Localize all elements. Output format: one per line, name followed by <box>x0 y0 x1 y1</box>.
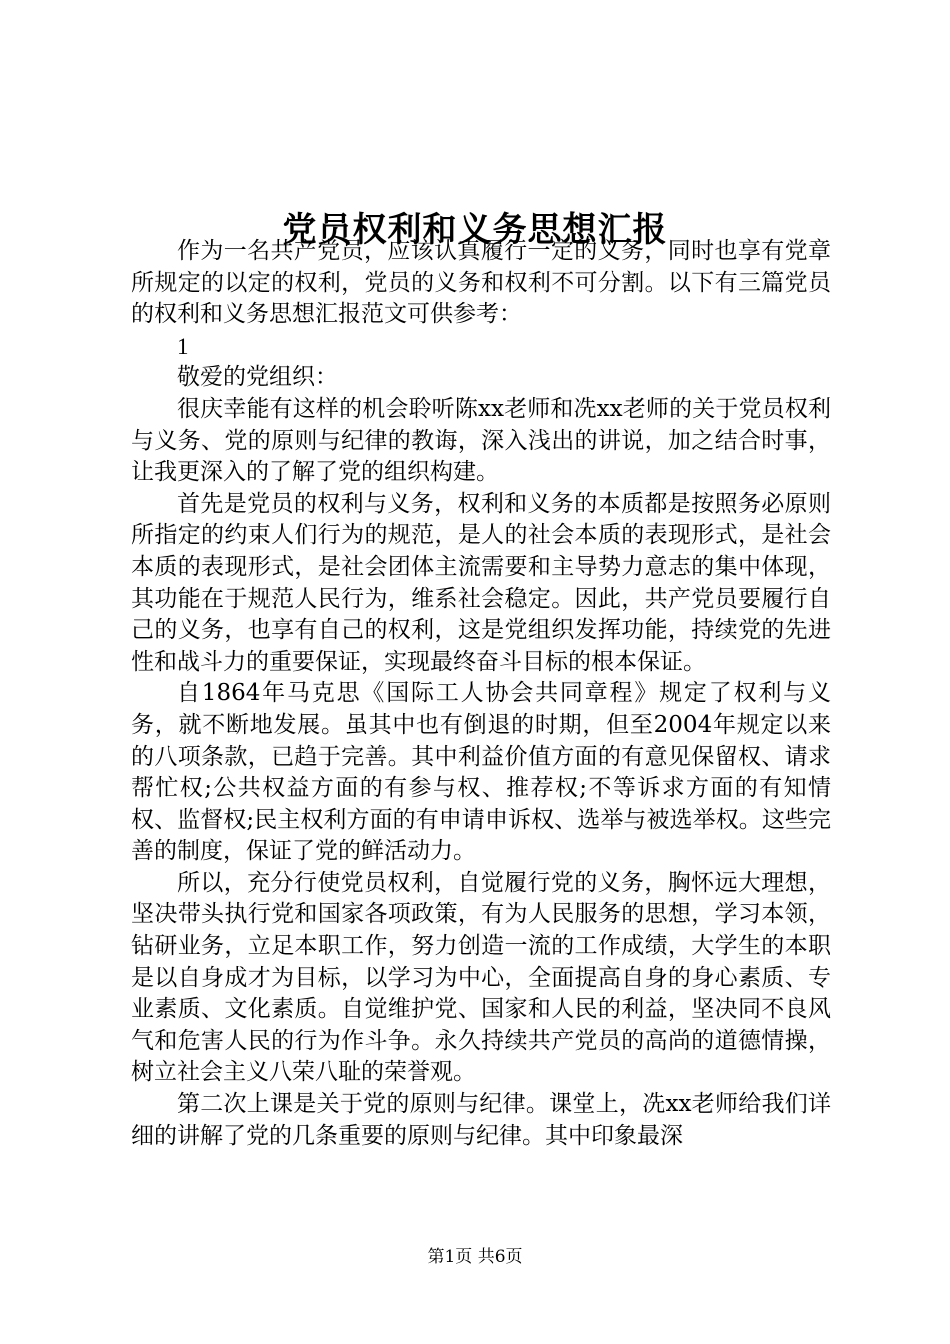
paragraph-intro: 作为一名共产党员，应该认真履行一定的义务，同时也享有党章所规定的以定的权利，党员的义务和权利不可分割。以下有三篇党员的权利和义务思想汇报范文可供参考： <box>131 238 831 328</box>
section-number: 1 <box>177 333 189 359</box>
paragraph: 首先是党员的权利与义务，权利和义务的本质都是按照务必原则所指定的约束人们行为的规范，是人的社会本质的表现形式，是社会本质的表现形式，是社会团体主流需要和主导势力意志的集中体现，其功能在于规范人民行为，维系社会稳定。因此，共产党员要履行自己的义务，也享有自己的权利，这是党组织发挥功能，持续党的先进性和战斗力的重要保证，实现最终奋斗目标的根本保证。 <box>131 490 831 675</box>
paragraph: 很庆幸能有这样的机会聆听陈xx老师和冼xx老师的关于党员权利与义务、党的原则与纪律的教诲，深入浅出的讲说，加之结合时事，让我更深入的了解了党的组织构建。 <box>131 395 831 486</box>
paragraph: 所以，充分行使党员权利，自觉履行党的义务，胸怀远大理想，坚决带头执行党和国家各项政策，有为人民服务的思想，学习本领，钻研业务，立足本职工作，努力创造一流的工作成绩，大学生的本职是以自身成才为目标，以学习为中心，全面提高自身的身心素质、专业素质、文化素质。自觉维护党、国家和人民的利益，坚决同不良风气和危害人民的行为作斗争。永久持续共产党员的高尚的道德情操，树立社会主义八荣八耻的荣誉观。 <box>131 869 831 1086</box>
document-body <box>131 236 831 1152</box>
paragraph: 自1864年马克思《国际工人协会共同章程》规定了权利与义务，就不断地发展。虽其中也有倒退的时期，但至2004年规定以来的八项条款，已趋于完善。其中利益价值方面的有意见保留权、请求帮忙权;公共权益方面的有参与权、推荐权;不等诉求方面的有知情权、监督权;民主权利方面的有申请申诉权、选举与被选举权。这些完善的制度，保证了党的鲜活动力。 <box>131 680 831 865</box>
paragraph: 第二次上课是关于党的原则与纪律。课堂上，冼xx老师给我们详细的讲解了党的几条重要的原则与纪律。其中印象最深 <box>131 1091 831 1149</box>
document-title: 党员权利和义务思想汇报 <box>282 209 668 250</box>
salutation: 敬爱的党组织： <box>177 364 338 391</box>
page-footer: 第1页 共6页 <box>427 1247 523 1267</box>
